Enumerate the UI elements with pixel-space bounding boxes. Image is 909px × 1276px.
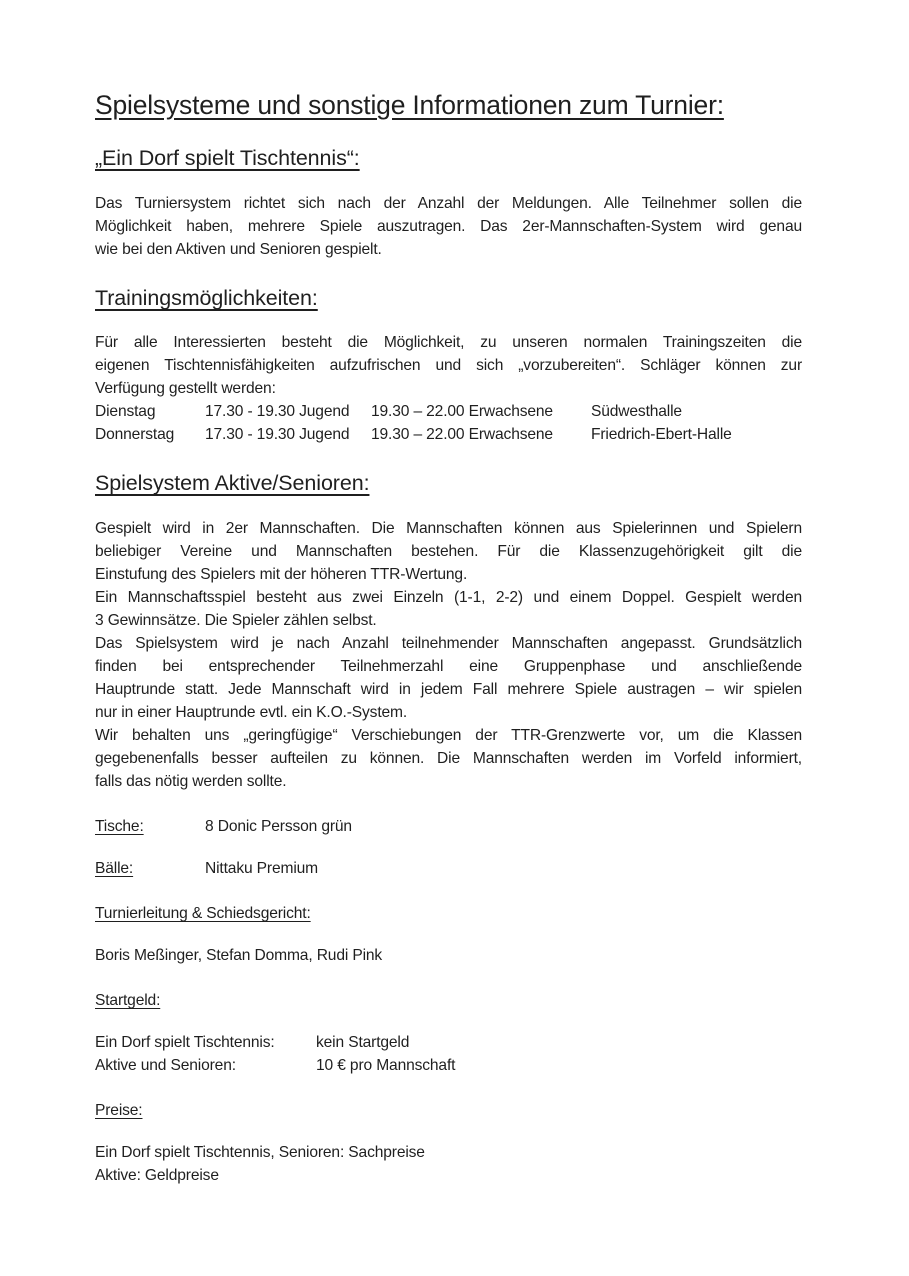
preise-line: Aktive: Geldpreise (95, 1167, 219, 1184)
detail-label-startgeld: Startgeld: (95, 992, 161, 1009)
text-line: Möglichkeit haben, mehrere Spiele auszutragen. Das 2er-Mannschaften-System wird genau (95, 218, 802, 235)
detail-value-leitung: Boris Meßinger, Stefan Domma, Rudi Pink (95, 947, 383, 964)
schedule-youth: 17.30 - 19.30 Jugend (205, 403, 350, 420)
section-heading-training: Trainingsmöglichkeiten: (95, 286, 318, 310)
text-line: Das Spielsystem wird je nach Anzahl teilnehmender Mannschaften angepasst. Grundsätzlich (95, 635, 802, 652)
section-heading-dorf: „Ein Dorf spielt Tischtennis“: (95, 146, 360, 170)
text-line: beliebiger Vereine und Mannschaften bestehen. Für die Klassenzugehörigkeit gilt die (95, 543, 802, 560)
startgeld-fee: 10 € pro Mannschaft (316, 1057, 456, 1074)
text-line: finden bei entsprechender Teilnehmerzahl eine Gruppenphase und anschließende (95, 658, 802, 675)
preise-line: Ein Dorf spielt Tischtennis, Senioren: Sachpreise (95, 1144, 425, 1161)
detail-value: 8 Donic Persson grün (205, 818, 352, 835)
detail-label-preise: Preise: (95, 1102, 143, 1119)
schedule-adults: 19.30 – 22.00 Erwachsene (371, 403, 553, 420)
section-body-dorf (95, 192, 802, 261)
text-line: Ein Mannschaftsspiel besteht aus zwei Einzeln (1-1, 2-2) und einem Doppel. Gespielt werden (95, 589, 802, 606)
schedule-hall: Südwesthalle (591, 403, 682, 420)
schedule-day: Dienstag (95, 403, 156, 420)
text-line: Gespielt wird in 2er Mannschaften. Die Mannschaften können aus Spielerinnen und Spielern (95, 520, 802, 537)
startgeld-fee: kein Startgeld (316, 1034, 410, 1051)
startgeld-category: Aktive und Senioren: (95, 1057, 236, 1074)
text-line: Verfügung gestellt werden: (95, 380, 276, 397)
detail-label-leitung: Turnierleitung & Schiedsgericht: (95, 905, 311, 922)
text-line: gegebenenfalls besser aufteilen zu können. Die Mannschaften werden im Vorfeld informiert, (95, 750, 802, 767)
detail-value: Nittaku Premium (205, 860, 318, 877)
schedule-youth: 17.30 - 19.30 Jugend (205, 426, 350, 443)
section-body-training (95, 331, 802, 400)
detail-label: Bälle: (95, 860, 134, 877)
section-body-aktive (95, 517, 802, 793)
text-line: Hauptrunde statt. Jede Mannschaft wird in jedem Fall mehrere Spiele austragen – wir spielen (95, 681, 802, 698)
text-line: eigenen Tischtennisfähigkeiten aufzufrischen und sich „vorzubereiten“. Schläger können zur (95, 357, 802, 374)
text-line: Für alle Interessierten besteht die Möglichkeit, zu unseren normalen Trainingszeiten die (95, 334, 802, 351)
section-heading-aktive: Spielsystem Aktive/Senioren: (95, 471, 370, 495)
detail-label: Tische: (95, 818, 144, 835)
schedule-adults: 19.30 – 22.00 Erwachsene (371, 426, 553, 443)
text-line: wie bei den Aktiven und Senioren gespielt. (95, 241, 382, 258)
schedule-day: Donnerstag (95, 426, 175, 443)
text-line: nur in einer Hauptrunde evtl. ein K.O.-System. (95, 704, 408, 721)
text-line: 3 Gewinnsätze. Die Spieler zählen selbst. (95, 612, 377, 629)
text-line: falls das nötig werden sollte. (95, 773, 287, 790)
text-line: Wir behalten uns „geringfügige“ Verschiebungen der TTR-Grenzwerte vor, um die Klassen (95, 727, 802, 744)
text-line: Einstufung des Spielers mit der höheren TTR-Wertung. (95, 566, 468, 583)
schedule-hall: Friedrich-Ebert-Halle (591, 426, 732, 443)
page-title: Spielsysteme und sonstige Informationen zum Turnier: (95, 90, 724, 120)
text-line: Das Turniersystem richtet sich nach der Anzahl der Meldungen. Alle Teilnehmer sollen die (95, 195, 802, 212)
startgeld-category: Ein Dorf spielt Tischtennis: (95, 1034, 275, 1051)
